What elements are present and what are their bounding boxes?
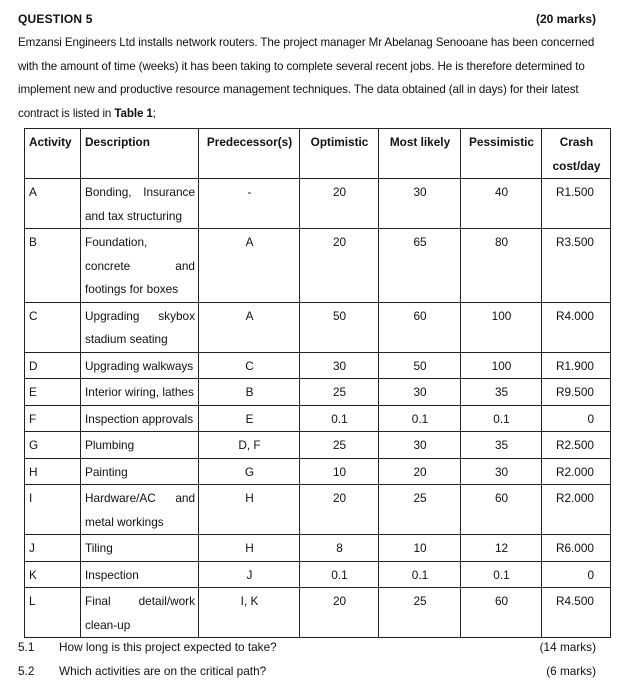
cell-predecessors: -	[199, 179, 300, 229]
cell-description: Tiling	[81, 535, 199, 562]
question-intro	[18, 31, 598, 125]
header-crash-cost: Crash cost/day	[542, 129, 611, 179]
cell-pessimistic: 60	[461, 485, 542, 535]
cell-activity: C	[25, 302, 81, 352]
cell-most-likely: 20	[379, 458, 461, 485]
cell-activity: F	[25, 405, 81, 432]
cell-activity: K	[25, 561, 81, 588]
header-description: Description	[81, 129, 199, 179]
table-header-row	[25, 129, 611, 179]
table-row	[25, 485, 611, 535]
cell-pessimistic: 0.1	[461, 405, 542, 432]
cell-most-likely: 0.1	[379, 561, 461, 588]
cell-most-likely: 10	[379, 535, 461, 562]
table-row	[25, 179, 611, 229]
table-row	[25, 352, 611, 379]
cell-activity: G	[25, 432, 81, 459]
cell-predecessors: D, F	[199, 432, 300, 459]
subquestion-text: How long is this project expected to take?	[59, 640, 277, 654]
cell-optimistic: 50	[300, 302, 379, 352]
cell-optimistic: 10	[300, 458, 379, 485]
cell-description: Foundation, concrete and footings for boxes	[81, 229, 199, 303]
cell-pessimistic: 35	[461, 379, 542, 406]
cell-crash-cost: R2.000	[542, 485, 611, 535]
table-row	[25, 302, 611, 352]
question-title: QUESTION 5	[18, 12, 93, 26]
cell-crash-cost: R6.000	[542, 535, 611, 562]
header-activity: Activity	[25, 129, 81, 179]
cell-optimistic: 30	[300, 352, 379, 379]
table-row	[25, 535, 611, 562]
cell-most-likely: 50	[379, 352, 461, 379]
cell-pessimistic: 100	[461, 352, 542, 379]
cell-optimistic: 20	[300, 229, 379, 303]
subquestion-5-1	[18, 640, 596, 656]
cell-crash-cost: R1.900	[542, 352, 611, 379]
subquestion-marks: (6 marks)	[546, 664, 596, 678]
cell-predecessors: E	[199, 405, 300, 432]
cell-description: Inspection approvals	[81, 405, 199, 432]
cell-most-likely: 0.1	[379, 405, 461, 432]
cell-crash-cost: R9.500	[542, 379, 611, 406]
cell-most-likely: 30	[379, 179, 461, 229]
cell-activity: I	[25, 485, 81, 535]
cell-pessimistic: 80	[461, 229, 542, 303]
cell-activity: D	[25, 352, 81, 379]
cell-crash-cost: R2.500	[542, 432, 611, 459]
table-row	[25, 379, 611, 406]
cell-optimistic: 20	[300, 485, 379, 535]
subquestion-number: 5.1	[18, 640, 35, 654]
cell-optimistic: 0.1	[300, 405, 379, 432]
cell-optimistic: 20	[300, 179, 379, 229]
cell-activity: H	[25, 458, 81, 485]
table-row	[25, 588, 611, 638]
table-row	[25, 561, 611, 588]
cell-most-likely: 30	[379, 379, 461, 406]
cell-description: Inspection	[81, 561, 199, 588]
question-marks: (20 marks)	[535, 12, 596, 26]
header-pessimistic: Pessimistic	[461, 129, 542, 179]
cell-pessimistic: 0.1	[461, 561, 542, 588]
cell-description: Bonding, Insurance and tax structuring	[81, 179, 199, 229]
cell-activity: B	[25, 229, 81, 303]
cell-optimistic: 8	[300, 535, 379, 562]
cell-most-likely: 60	[379, 302, 461, 352]
cell-optimistic: 25	[300, 432, 379, 459]
cell-predecessors: G	[199, 458, 300, 485]
cell-most-likely: 30	[379, 432, 461, 459]
cell-most-likely: 25	[379, 485, 461, 535]
question-header	[18, 12, 596, 28]
cell-optimistic: 20	[300, 588, 379, 638]
cell-description: Plumbing	[81, 432, 199, 459]
cell-activity: L	[25, 588, 81, 638]
cell-activity: E	[25, 379, 81, 406]
cell-description: Upgrading skybox stadium seating	[81, 302, 199, 352]
header-optimistic: Optimistic	[300, 129, 379, 179]
cell-activity: A	[25, 179, 81, 229]
header-most-likely: Most likely	[379, 129, 461, 179]
subquestion-marks: (14 marks)	[539, 640, 596, 654]
table-row	[25, 405, 611, 432]
subquestion-number: 5.2	[18, 664, 35, 678]
cell-pessimistic: 35	[461, 432, 542, 459]
cell-pessimistic: 100	[461, 302, 542, 352]
cell-crash-cost: 0	[542, 405, 611, 432]
cell-optimistic: 25	[300, 379, 379, 406]
cell-pessimistic: 12	[461, 535, 542, 562]
intro-end: ;	[152, 106, 156, 120]
cell-pessimistic: 60	[461, 588, 542, 638]
activity-table	[24, 128, 611, 638]
cell-description: Painting	[81, 458, 199, 485]
cell-most-likely: 25	[379, 588, 461, 638]
cell-crash-cost: R4.000	[542, 302, 611, 352]
cell-pessimistic: 40	[461, 179, 542, 229]
cell-predecessors: H	[199, 535, 300, 562]
table-row	[25, 229, 611, 303]
table-row	[25, 432, 611, 459]
cell-pessimistic: 30	[461, 458, 542, 485]
table-reference: Table 1	[114, 106, 153, 120]
subquestion-5-2	[18, 664, 596, 680]
table-row	[25, 458, 611, 485]
cell-predecessors: C	[199, 352, 300, 379]
cell-description: Final detail/work clean-up	[81, 588, 199, 638]
subquestion-text: Which activities are on the critical path?	[59, 664, 267, 678]
cell-predecessors: H	[199, 485, 300, 535]
cell-predecessors: I, K	[199, 588, 300, 638]
cell-description: Interior wiring, lathes	[81, 379, 199, 406]
cell-predecessors: J	[199, 561, 300, 588]
cell-crash-cost: 0	[542, 561, 611, 588]
cell-optimistic: 0.1	[300, 561, 379, 588]
cell-predecessors: A	[199, 302, 300, 352]
cell-description: Hardware/AC and metal workings	[81, 485, 199, 535]
cell-crash-cost: R1.500	[542, 179, 611, 229]
cell-crash-cost: R4.500	[542, 588, 611, 638]
cell-crash-cost: R3.500	[542, 229, 611, 303]
header-predecessors: Predecessor(s)	[199, 129, 300, 179]
cell-predecessors: B	[199, 379, 300, 406]
cell-crash-cost: R2.000	[542, 458, 611, 485]
cell-activity: J	[25, 535, 81, 562]
cell-description: Upgrading walkways	[81, 352, 199, 379]
cell-most-likely: 65	[379, 229, 461, 303]
intro-text: Emzansi Engineers Ltd installs network routers. The project manager Mr Abelanag Senooane has been concerned with the amount of time (weeks) it has been taking to complete several recent jobs. He is therefore determined to implement new and productive resource management techniques. The data obtained (all in days) for their latest contract is listed in	[18, 36, 595, 120]
cell-predecessors: A	[199, 229, 300, 303]
